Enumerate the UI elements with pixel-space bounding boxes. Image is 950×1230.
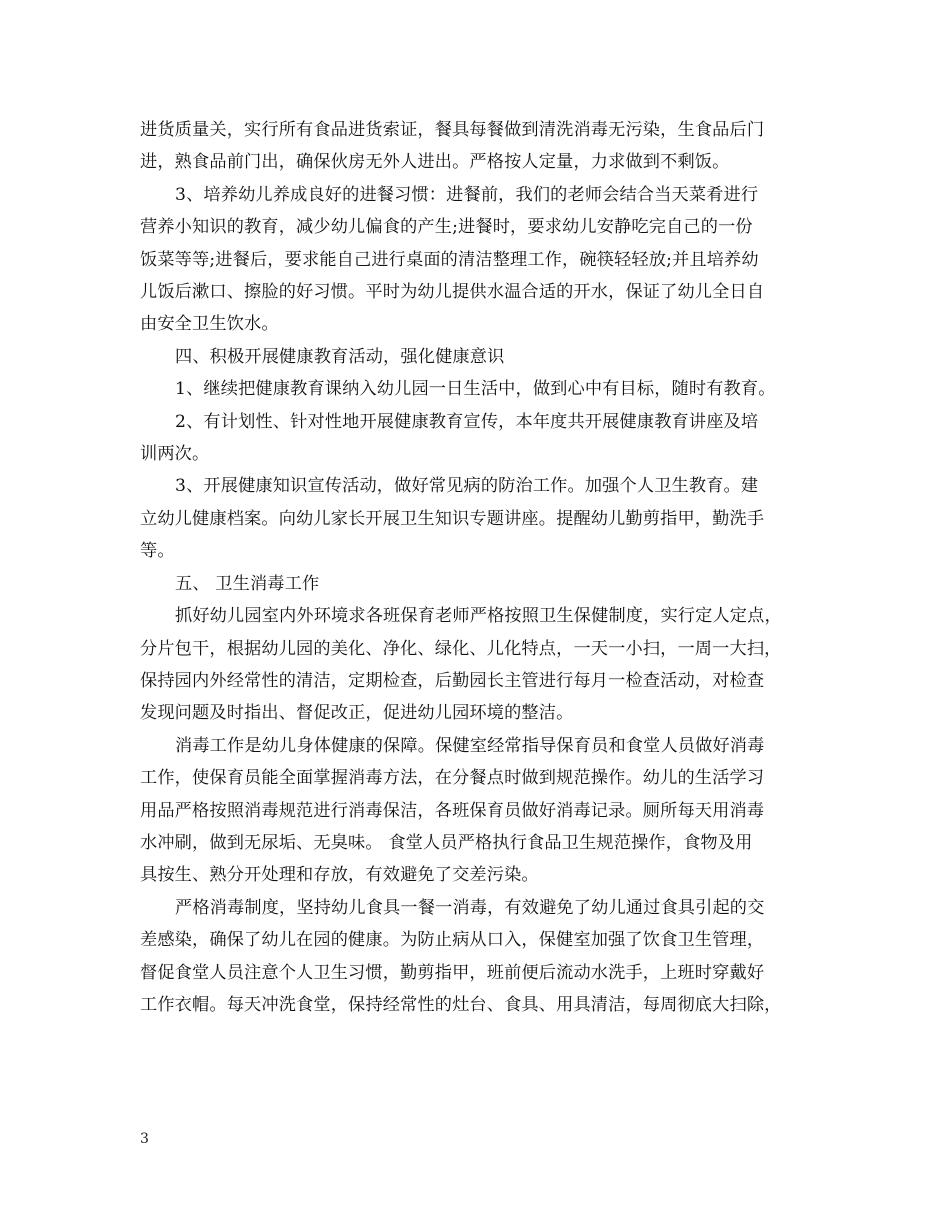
- text-line: 儿饭后漱口、擦脸的好习惯。平时为幼儿提供水温合适的开水，保证了幼儿全日自: [140, 282, 765, 303]
- text-line: 饭菜等等;进餐后，要求能自己进行桌面的清洁整理工作，碗筷轻轻放;并且培养幼: [140, 249, 759, 270]
- text-line: 立幼儿健康档案。向幼儿家长开展卫生知识专题讲座。提醒幼儿勤剪指甲，勤洗手: [140, 508, 765, 529]
- text-line: 训两次。: [140, 444, 210, 465]
- text-line: 具按生、熟分开处理和存放，有效避免了交差污染。: [140, 865, 539, 886]
- text-line: 保持园内外经常性的清洁，定期检查，后勤园长主管进行每月一检查活动，对检查: [140, 670, 765, 691]
- text-line: 抓好幼儿园室内外环境求各班保育老师严格按照卫生保健制度，实行定人定点，: [175, 606, 782, 627]
- text-line: 分片包干，根据幼儿园的美化、净化、绿化、儿化特点，一天一小扫，一周一大扫，: [140, 638, 782, 659]
- text-line: 用品严格按照消毒规范进行消毒保洁，各班保育员做好消毒记录。厕所每天用消毒: [140, 800, 765, 821]
- document-body: [140, 114, 830, 1021]
- text-line: 发现问题及时指出、督促改正，促进幼儿园环境的整洁。: [140, 703, 574, 724]
- text-line: 工作衣帽。每天冲洗食堂，保持经常性的灶台、食具、用具清洁，每周彻底大扫除，: [140, 994, 782, 1015]
- text-line: 3、培养幼儿养成良好的进餐习惯：进餐前，我们的老师会结合当天菜肴进行: [175, 184, 759, 205]
- text-line: 水冲刷，做到无尿垢、无臭味。 食堂人员严格执行食品卫生规范操作，食物及用: [140, 832, 753, 853]
- text-line: 进，熟食品前门出，确保伙房无外人进出。严格按人定量，力求做到不剩饭。: [140, 152, 730, 173]
- text-line: 1、继续把健康教育课纳入幼儿园一日生活中，做到心中有目标，随时有教育。: [175, 379, 776, 400]
- text-line: 3、开展健康知识宣传活动，做好常见病的防治工作。加强个人卫生教育。建: [175, 476, 759, 497]
- text-line: 五、 卫生消毒工作: [175, 573, 320, 594]
- text-line: 工作，使保育员能全面掌握消毒方法，在分餐点时做到规范操作。幼儿的生活学习: [140, 768, 765, 789]
- text-line: 等。: [140, 541, 175, 562]
- text-line: 消毒工作是幼儿身体健康的保障。保健室经常指导保育员和食堂人员做好消毒: [175, 735, 765, 756]
- text-line: 由安全卫生饮水。: [140, 314, 279, 335]
- text-line: 严格消毒制度，坚持幼儿食具一餐一消毒，有效避免了幼儿通过食具引起的交: [175, 897, 765, 918]
- text-line: 进货质量关，实行所有食品进货索证，餐具每餐做到清洗消毒无污染，生食品后门: [140, 120, 765, 140]
- page-number: 3: [140, 1131, 149, 1147]
- text-line: 2、有计划性、针对性地开展健康教育宣传，本年度共开展健康教育讲座及培: [175, 411, 759, 432]
- text-line: 督促食堂人员注意个人卫生习惯，勤剪指甲，班前便后流动水洗手，上班时穿戴好: [140, 962, 765, 983]
- text-line: 四、积极开展健康教育活动，强化健康意识: [175, 346, 505, 367]
- text-line: 营养小知识的教育，减少幼儿偏食的产生;进餐时，要求幼儿安静吃完自己的一份: [140, 217, 753, 238]
- text-line: 差感染，确保了幼儿在园的健康。为防止病从口入，保健室加强了饮食卫生管理，: [140, 930, 765, 951]
